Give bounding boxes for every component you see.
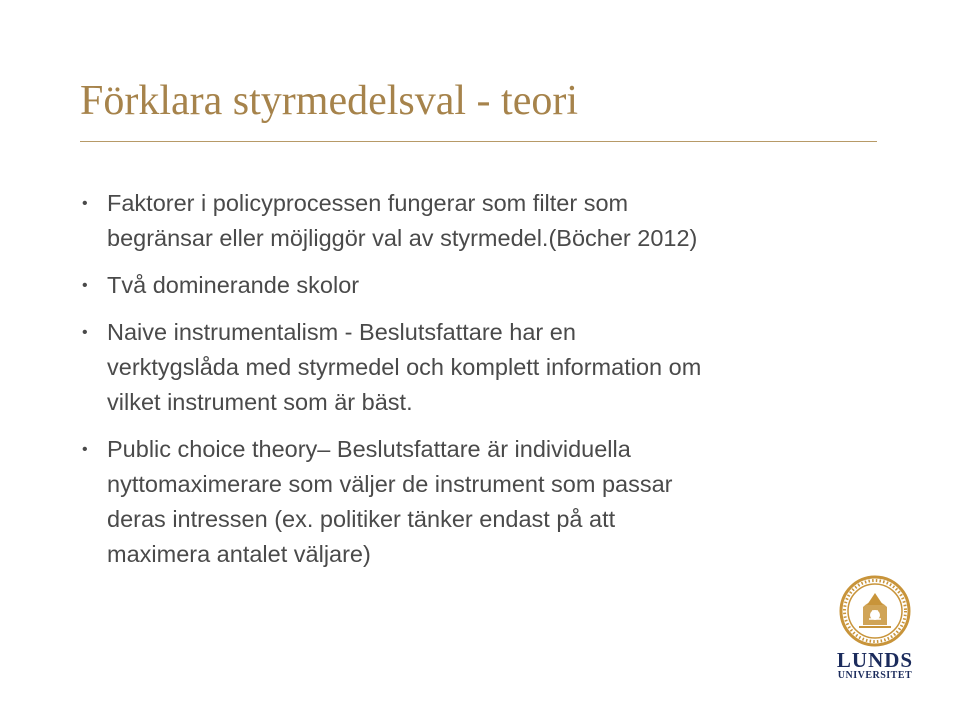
bullet-line: Faktorer i policyprocessen fungerar som filter som — [107, 190, 629, 216]
bullet-line: begränsar eller möjliggör val av styrmedel.(Böcher 2012) — [107, 225, 698, 251]
bullet-line: verktygslåda med styrmedel och komplett information om — [107, 354, 702, 380]
bullet-item — [80, 432, 880, 572]
bullet-list — [80, 186, 880, 584]
bullet-item — [80, 315, 880, 420]
bullet-item — [80, 186, 880, 256]
bullet-line: Public choice theory– Beslutsfattare är individuella — [107, 436, 631, 462]
logo-wordmark: LUNDS — [836, 648, 914, 672]
logo-subtitle: UNIVERSITET — [837, 670, 913, 681]
university-logo — [830, 575, 920, 685]
bullet-line: Två dominerande skolor — [107, 272, 360, 298]
bullet-item — [80, 268, 880, 303]
bullet-icon: • — [82, 277, 88, 294]
slide-title: Förklara styrmedelsval - teori — [80, 78, 579, 124]
university-seal-icon — [839, 575, 911, 647]
bullet-line: maximera antalet väljare) — [107, 541, 371, 567]
bullet-line: vilket instrument som är bäst. — [107, 389, 413, 415]
bullet-line: deras intressen (ex. politiker tänker endast på att — [107, 506, 616, 532]
bullet-icon: • — [82, 441, 88, 458]
bullet-icon: • — [82, 324, 88, 341]
title-divider — [80, 141, 877, 142]
bullet-line: nyttomaximerare som väljer de instrument som passar — [107, 471, 673, 497]
bullet-line: Naive instrumentalism - Beslutsfattare har en — [107, 319, 576, 345]
bullet-icon: • — [82, 195, 88, 212]
